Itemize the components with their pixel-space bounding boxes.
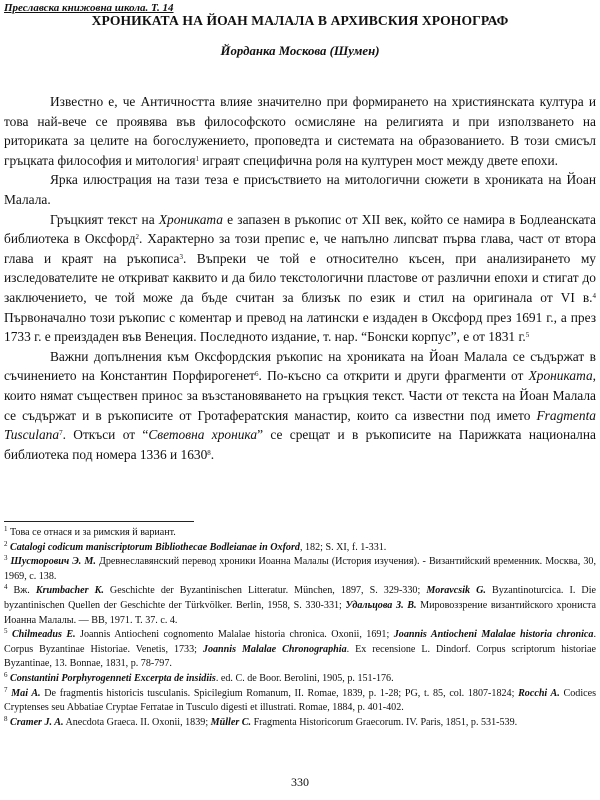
footnote-ref[interactable]: 8 — [207, 448, 211, 457]
footnote-2 — [4, 541, 596, 556]
footnote-text: Byzantinoturcica. I. Die byzantinischen Quellen der Geschichte der Türkvölker. Berlin, 1958, S. 330-331; — [4, 585, 596, 611]
emphasis-text: Fragmenta Tusculana — [4, 407, 596, 443]
footnote-number: 8 — [4, 714, 8, 723]
footnote-text: Това се отнася и за римския й вариант. — [7, 527, 176, 538]
emphasis-text: Хрониката — [528, 368, 593, 384]
citation-author: Шусторович Э. М. — [7, 556, 96, 568]
emphasis-text: Световна хроника — [148, 427, 258, 443]
footnote-ref[interactable]: 7 — [59, 429, 63, 438]
citation-author: Удальцова З. В. — [345, 599, 417, 611]
article-body — [4, 92, 596, 464]
footnote-ref[interactable]: 1 — [195, 154, 200, 163]
text-run: . Откъси от “ — [62, 427, 149, 443]
emphasis-text: Хрониката — [158, 211, 223, 227]
footnote-5 — [4, 628, 596, 672]
footnote-6 — [4, 672, 596, 687]
footnote-ref[interactable]: 6 — [255, 370, 259, 379]
citation-author: Krumbacher K. — [35, 585, 104, 597]
citation-title: Constantini Porphyrogenneti Excerpta de insidiis — [7, 672, 216, 684]
text-run: ” се срещат и в ръкописите на Парижката национална библиотека под номера 1336 и 1630 — [4, 427, 596, 462]
text-run: . — [210, 446, 215, 462]
paragraph-2 — [4, 170, 596, 209]
footnote-text: Fragmenta Historicorum Graecorum. IV. Paris, 1851, p. 531-539. — [251, 716, 518, 728]
footnote-ref[interactable]: 5 — [525, 331, 530, 340]
paragraph-4 — [4, 347, 596, 465]
footnote-number: 1 — [4, 525, 8, 533]
text-run: Известно е, че Античността влияе значително при формирането на християнската култура и това най-вече се проявява във философското осмисляне на религията и при използването на риториката за целите на богослужението, проповедта и системата на образованието. В този смисъл гръцката философия и митология — [4, 94, 596, 168]
footnote-ref[interactable]: 4 — [592, 291, 596, 300]
citation-title: Joannis Antiocheni Malalae historia chronica — [393, 629, 594, 641]
text-run: Гръцкият текст на — [50, 211, 159, 227]
footnote-1 — [4, 526, 596, 541]
citation-author: Moravcsik G. — [426, 585, 486, 597]
text-run: Ярка илюстрация на тази теза е присъствието на митологични сюжети в хрониката на Йоан Малала. — [4, 172, 596, 207]
footnote-text: Geschichte der Byzantinischen Litteratur. München, 1897, S. 329-330; — [103, 585, 427, 597]
citation-author: Mai A. — [7, 687, 41, 699]
footnote-text: Мировоззрение византийского хрониста Иоанна Малалы. — ВВ, 1971. Т. 37. с. 4. — [4, 599, 596, 626]
footnote-ref[interactable]: 3 — [179, 252, 183, 261]
footnote-number: 7 — [4, 685, 8, 694]
citation-title: Catalogi codicum maniscriptorum Bibliothecae Bodleianae in Oxford — [7, 541, 300, 553]
footnote-7 — [4, 687, 596, 716]
text-run: е запазен в ръкопис от XII век, който се намира в Бодлеанската библиотека в Оксфорд — [4, 211, 596, 247]
footnote-number: 6 — [4, 670, 8, 679]
footnote-text: . Ex recensione L. Dindorf. Corpus scriptorum historiae Byzantinae, 13. Bonnae, 1831, p. 78-797. — [4, 643, 596, 670]
footnote-text: Codices Cryptenses seu Abbatiae Cryptae Ferratae in Tusculo digesti et illustrati. Romae, 1884, p. 401-402. — [4, 687, 597, 714]
footnote-number: 3 — [4, 554, 8, 563]
footnote-4 — [4, 584, 596, 628]
text-run: , които нямат съществен принос за възстановяването на гръцкия текст. Части от текста на Йоан Малала се съдържат и в ръкописите от Гротафератския манастир, които са известни под името — [4, 368, 597, 423]
citation-author: Müller C. — [210, 716, 252, 728]
citation-author: Chilmeadus E. — [7, 629, 76, 641]
citation-author: Cramer J. A. — [7, 716, 64, 728]
article-title: ХРОНИКАТА НА ЙОАН МАЛАЛА В АРХИВСКИЯ ХРОНОГРАФ — [91, 13, 509, 28]
citation-author: Rocchi A. — [518, 687, 560, 699]
footnote-8 — [4, 716, 596, 731]
footnote-number: 5 — [4, 627, 8, 636]
text-run: играят специфична роля на културен мост между двете епохи. — [199, 152, 558, 168]
footnote-text: Joannis Antiocheni cognomento Malalae historia chronica. Oxonii, 1691; — [75, 629, 394, 641]
author-line: Йорданка Москова (Шумен) — [220, 44, 380, 58]
paragraph-1 — [4, 92, 596, 170]
footnote-number: 2 — [4, 539, 8, 548]
citation-title: Joannis Malalae Chronographia — [202, 643, 347, 655]
footnote-divider — [4, 521, 194, 522]
footnote-text: , 182; S. XI, f. 1-331. — [299, 541, 387, 553]
footnote-text: . ed. C. de Boor. Berolini, 1905, p. 151-176. — [215, 672, 394, 684]
text-run: . Характерно за този препис е, че напълно липсват първа глава, част от втора глава и краят на ръкописа — [4, 231, 596, 266]
running-header: Преславска книжовна школа. Т. 14 — [4, 2, 174, 14]
footnote-text: . Corpus Byzantinae Historiae. Venetis, 1733; — [4, 629, 596, 655]
footnote-ref[interactable]: 2 — [135, 233, 140, 242]
paragraph-3 — [4, 210, 596, 347]
page-number: 330 — [291, 775, 309, 789]
footnote-text: De fragmentis historicis tusculanis. Spicilegium Romanum, II. Romae, 1839, p. 1-28; PG, t. 85, col. 1807-1824; — [40, 687, 519, 699]
footnotes-section — [4, 526, 596, 730]
text-run: Първоначално този ръкопис с коментар и превод на латински е издаден в Оксфорд през 1691 г., а през 1733 г. е преиздаден във Венеция. Последното издание, т. нар. “Бонски корпус”, е от 1831 г. — [4, 309, 596, 345]
footnote-number: 4 — [4, 583, 8, 592]
text-run: Важни допълнения към Оксфордския ръкопис на хрониката на Йоан Малала се съдържат в съчинението на Константин Порфирогенет — [4, 348, 596, 384]
footnote-text: Древнеславянский перевод хроники Иоанна Малалы (История изучения). - Византийский временник. Москва, 30, 1969, с. 138. — [4, 556, 596, 582]
footnote-text: Anecdota Graeca. II. Oxonii, 1839; — [63, 716, 211, 728]
text-run: . Въпреки че той е относително късен, при анализирането му изследователите не откриват каквито и да било текстологични пластове от различни епохи и стигат до заключението, че той може да бъде считан за близък по език и стил на оригинала от VI в. — [4, 250, 597, 305]
footnote-text: Вж. — [7, 585, 36, 597]
text-run: . По-късно са открити и други фрагменти от — [258, 368, 529, 384]
footnote-3 — [4, 555, 596, 584]
